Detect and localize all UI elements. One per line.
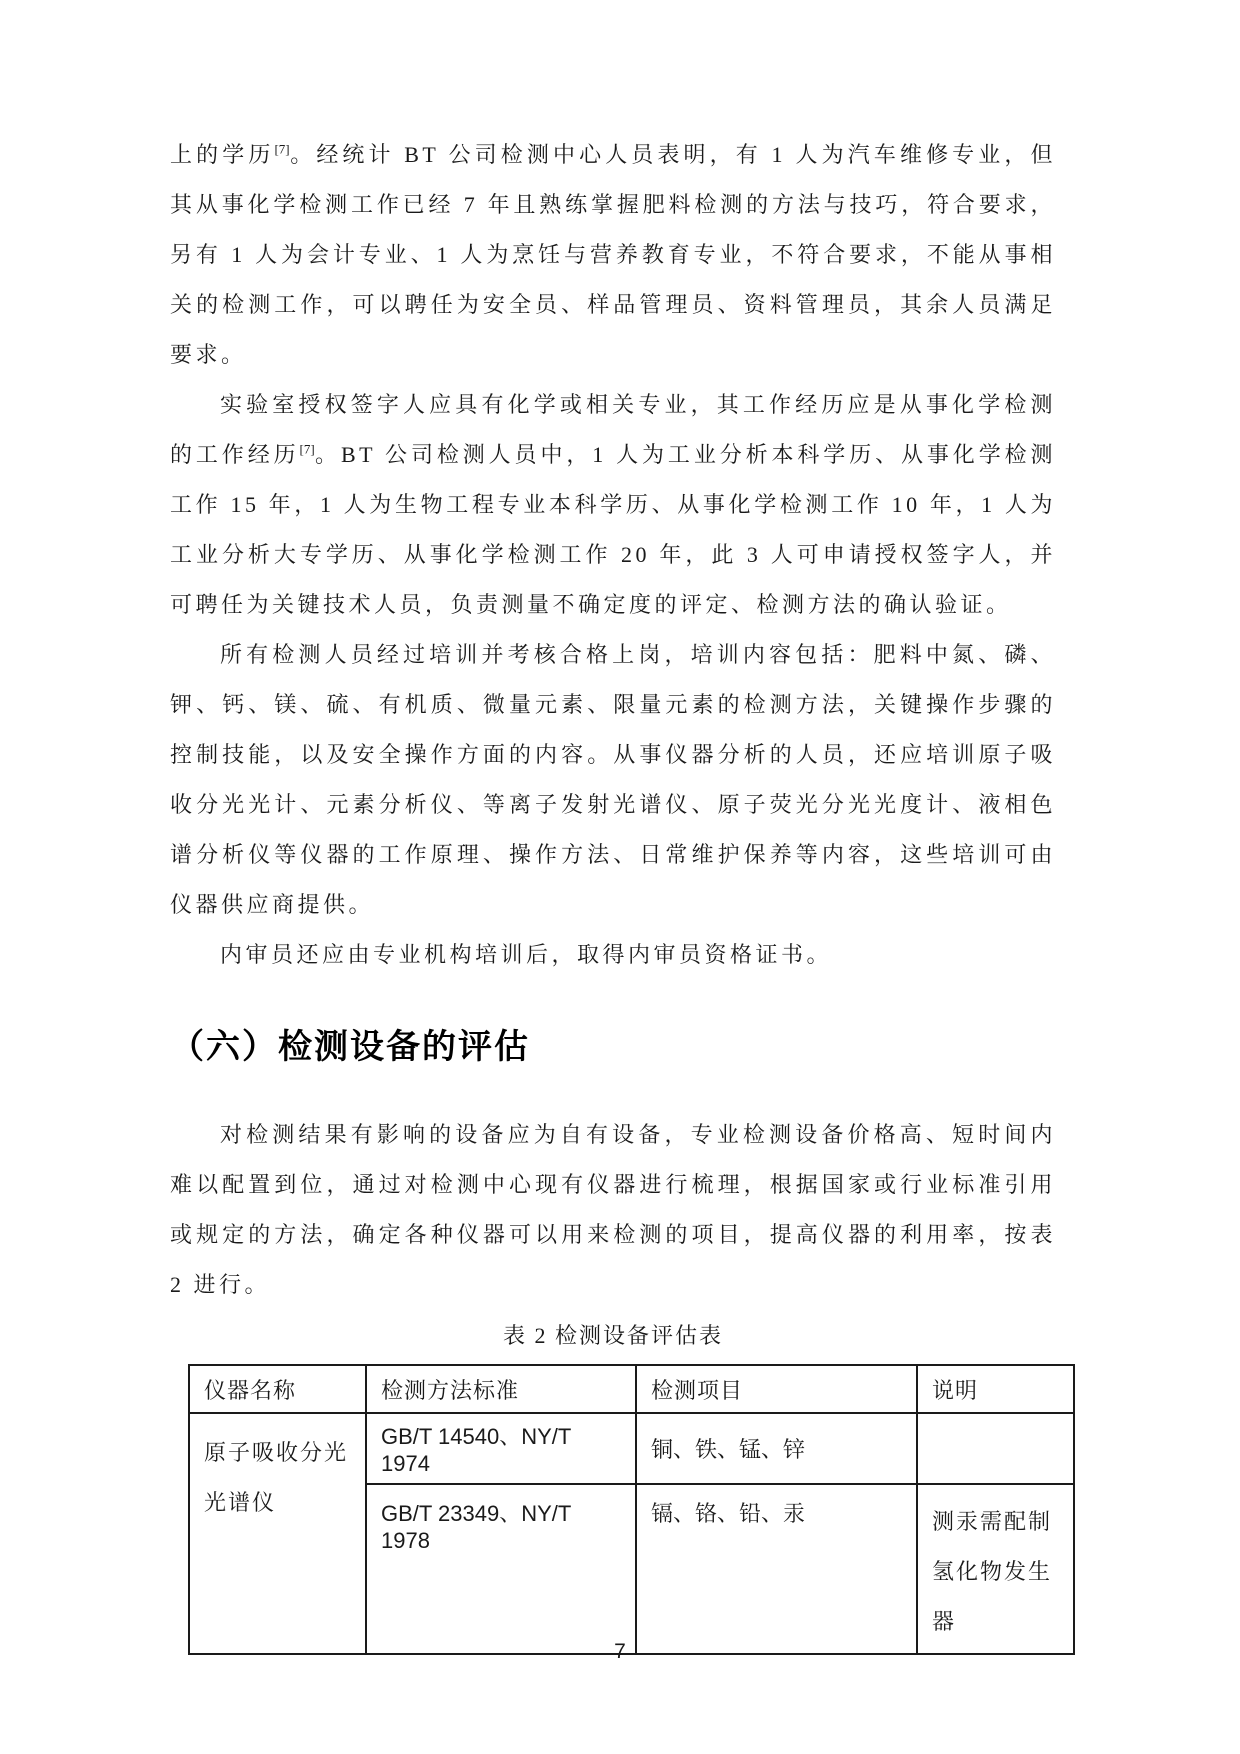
paragraph-text: 。BT 公司检测人员中，1 人为工业分析本科学历、从事化学检测工作 15 年，1 人为生物工程专业本科学历、从事化学检测工作 10 年，1 人为工业分析大专学历、从事化学检测工作 20 年，此 3 人可申请授权签字人，并可聘任为关键技术人员，负责测量不确定度的评定、检测方法的确认验证。	[170, 442, 1056, 617]
header-method-standard: 检测方法标准	[366, 1365, 636, 1413]
header-test-items: 检测项目	[636, 1365, 917, 1413]
paragraph-signatories	[170, 380, 1056, 630]
page-number: 7	[614, 1640, 626, 1663]
paragraph-text: 。经统计 BT 公司检测中心人员表明，有 1 人为汽车维修专业，但其从事化学检测工作已经 7 年且熟练掌握肥料检测的方法与技巧，符合要求，另有 1 人为会计专业、1 人为烹饪与营养教育专业，不符合要求，不能从事相关的检测工作，可以聘任为安全员、样品管理员、资料管理员，其余人员满足要求。	[170, 142, 1056, 367]
cell-remarks: 测汞需配制氢化物发生器	[917, 1484, 1074, 1654]
header-instrument-name: 仪器名称	[189, 1365, 366, 1413]
header-remarks: 说明	[917, 1365, 1074, 1413]
equipment-evaluation-table	[188, 1364, 1075, 1655]
cell-remarks	[917, 1413, 1074, 1484]
page-content	[170, 130, 1056, 1655]
paragraph-training: 所有检测人员经过培训并考核合格上岗，培训内容包括：肥料中氮、磷、钾、钙、镁、硫、有机质、微量元素、限量元素的检测方法，关键操作步骤的控制技能，以及安全操作方面的内容。从事仪器分析的人员，还应培训原子吸收分光光计、元素分析仪、等离子发射光谱仪、原子荧光分光光度计、液相色谱分析仪等仪器的工作原理、操作方法、日常维护保养等内容，这些培训可由仪器供应商提供。	[170, 642, 1056, 917]
table-header-row	[189, 1365, 1074, 1413]
cell-instrument-name: 原子吸收分光光谱仪	[189, 1413, 366, 1654]
table-row	[189, 1413, 1074, 1484]
paragraph-text: 实验室授权签字人应具有化学或相关专业，其工作经历应是从事化学检测的工作经历	[170, 392, 1056, 467]
cell-test-items: 铜、铁、锰、锌	[636, 1413, 917, 1484]
paragraph-equipment: 对检测结果有影响的设备应为自有设备，专业检测设备价格高、短时间内难以配置到位，通过对检测中心现有仪器进行梳理，根据国家或行业标准引用或规定的方法，确定各种仪器可以用来检测的项目，提高仪器的利用率，按表 2 进行。	[170, 1122, 1056, 1297]
footnote-ref-7: [7]	[299, 441, 315, 457]
paragraph-continuation	[170, 130, 1056, 380]
paragraph-auditor: 内审员还应由专业机构培训后，取得内审员资格证书。	[220, 942, 833, 967]
table-caption: 表 2 检测设备评估表	[502, 1323, 723, 1348]
paragraph-text: 上的学历	[170, 142, 275, 167]
footnote-ref-7: [7]	[274, 141, 290, 157]
section-heading: （六）检测设备的评估	[170, 1028, 530, 1066]
cell-method-standard: GB/T 14540、NY/T 1974	[366, 1413, 636, 1484]
cell-test-items: 镉、铬、铅、汞	[636, 1484, 917, 1654]
cell-method-standard: GB/T 23349、NY/T 1978	[366, 1484, 636, 1654]
